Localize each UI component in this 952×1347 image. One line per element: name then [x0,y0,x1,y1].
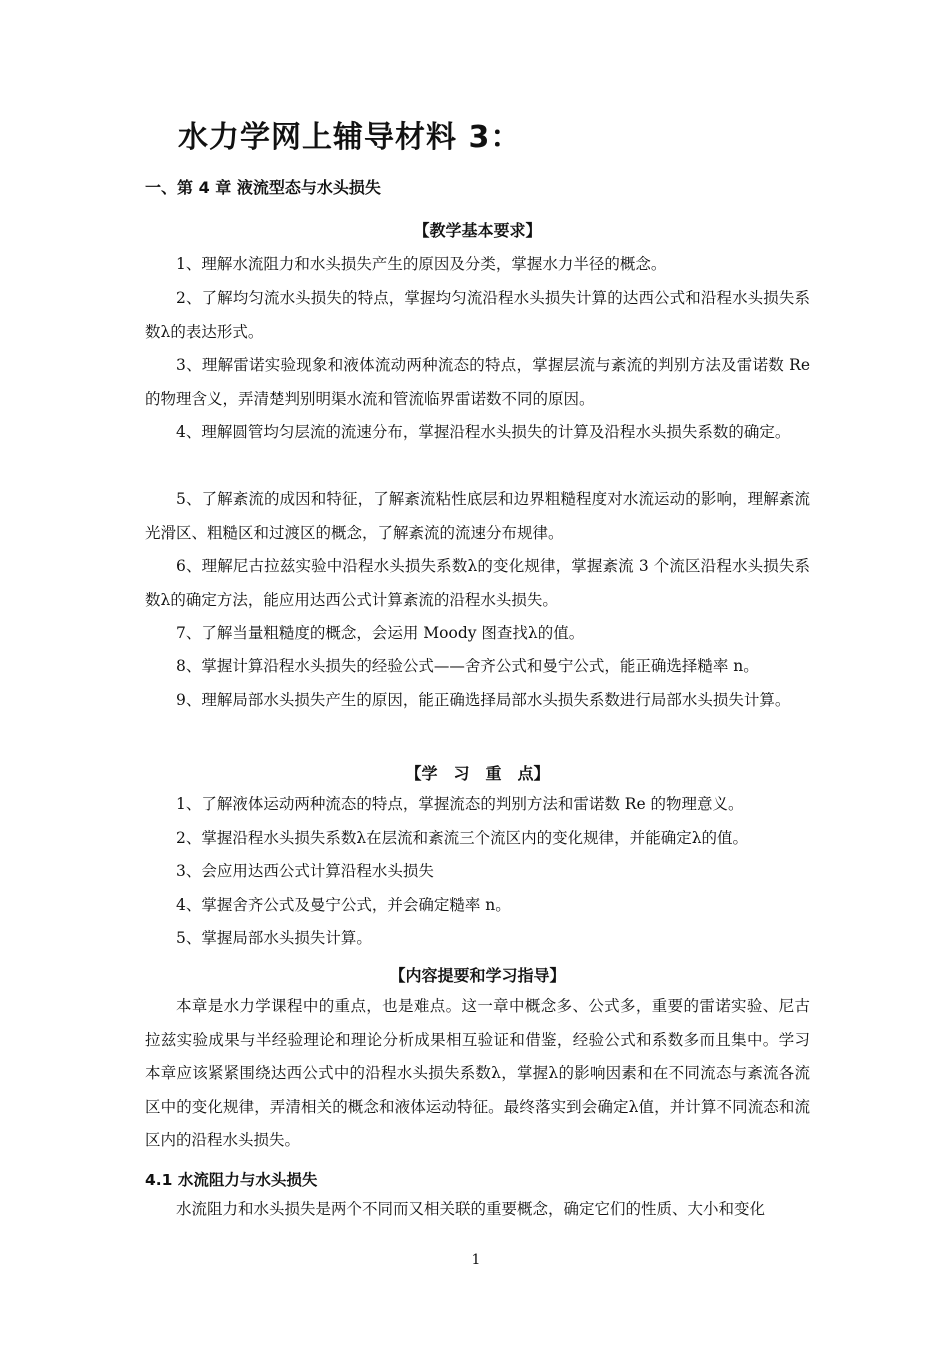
subsection-paragraph: 水流阻力和水头损失是两个不同而又相关联的重要概念，确定它们的性质、大小和变化 [176,1200,766,1218]
requirement-item: 8、掌握计算沿程水头损失的经验公式——舍齐公式和曼宁公式，能正确选择糙率 n。 [176,657,759,675]
document-title: 水力学网上辅导材料 3： [178,120,522,155]
chapter-heading: 一、第 4 章 液流型态与水头损失 [145,178,381,197]
requirement-item: 6、理解尼古拉兹实验中沿程水头损失系数λ的变化规律，掌握紊流 3 个流区沿程水头损失系数λ的确定方法，能应用达西公式计算紊流的沿程水头损失。 [145,557,810,609]
requirement-item: 3、理解雷诺实验现象和液体流动两种流态的特点，掌握层流与紊流的判别方法及雷诺数 Re 的物理含义，弄清楚判别明渠水流和管流临界雷诺数不同的原因。 [145,356,810,408]
requirement-item: 7、了解当量粗糙度的概念，会运用 Moody 图查找λ的值。 [176,624,585,642]
guidance-paragraph: 本章是水力学课程中的重点，也是难点。这一章中概念多、公式多，重要的雷诺实验、尼古拉兹实验成果与半经验理论和理论分析成果相互验证和借鉴，经验公式和系数多而且集中。学习本章应该紧紧围绕达西公式中的沿程水头损失系数λ，掌握λ的影响因素和在不同流态与紊流各流区中的变化规律，弄清相关的概念和液体运动特征。最终落实到会确定λ值，并计算不同流态和流区内的沿程水头损失。 [145,997,810,1149]
requirement-item: 4、理解圆管均匀层流的流速分布，掌握沿程水头损失的计算及沿程水头损失系数的确定。 [176,423,791,441]
requirement-item: 1、理解水流阻力和水头损失产生的原因及分类，掌握水力半径的概念。 [176,255,667,273]
requirement-item: 9、理解局部水头损失产生的原因，能正确选择局部水头损失系数进行局部水头损失计算。 [176,691,791,709]
requirement-item: 5、了解紊流的成因和特征，了解紊流粘性底层和边界粗糙程度对水流运动的影响，理解紊流光滑区、粗糙区和过渡区的概念，了解紊流的流速分布规律。 [145,490,810,542]
key-point-item: 2、掌握沿程水头损失系数λ在层流和紊流三个流区内的变化规律，并能确定λ的值。 [176,829,749,847]
guidance-heading: 【内容提要和学习指导】 [389,966,566,985]
subsection-heading: 4.1 水流阻力与水头损失 [145,1171,318,1189]
requirements-heading: 【教学基本要求】 [413,221,542,240]
key-point-item: 5、掌握局部水头损失计算。 [176,929,372,947]
page-number: 1 [471,1252,481,1268]
requirement-item: 2、了解均匀流水头损失的特点，掌握均匀流沿程水头损失计算的达西公式和沿程水头损失系数λ的表达形式。 [145,289,810,341]
key-points-heading: 【学 习 重 点】 [405,764,550,783]
key-point-item: 1、了解液体运动两种流态的特点，掌握流态的判别方法和雷诺数 Re 的物理意义。 [176,795,744,813]
key-point-item: 3、会应用达西公式计算沿程水头损失 [176,862,434,880]
key-point-item: 4、掌握舍齐公式及曼宁公式，并会确定糙率 n。 [176,896,511,914]
